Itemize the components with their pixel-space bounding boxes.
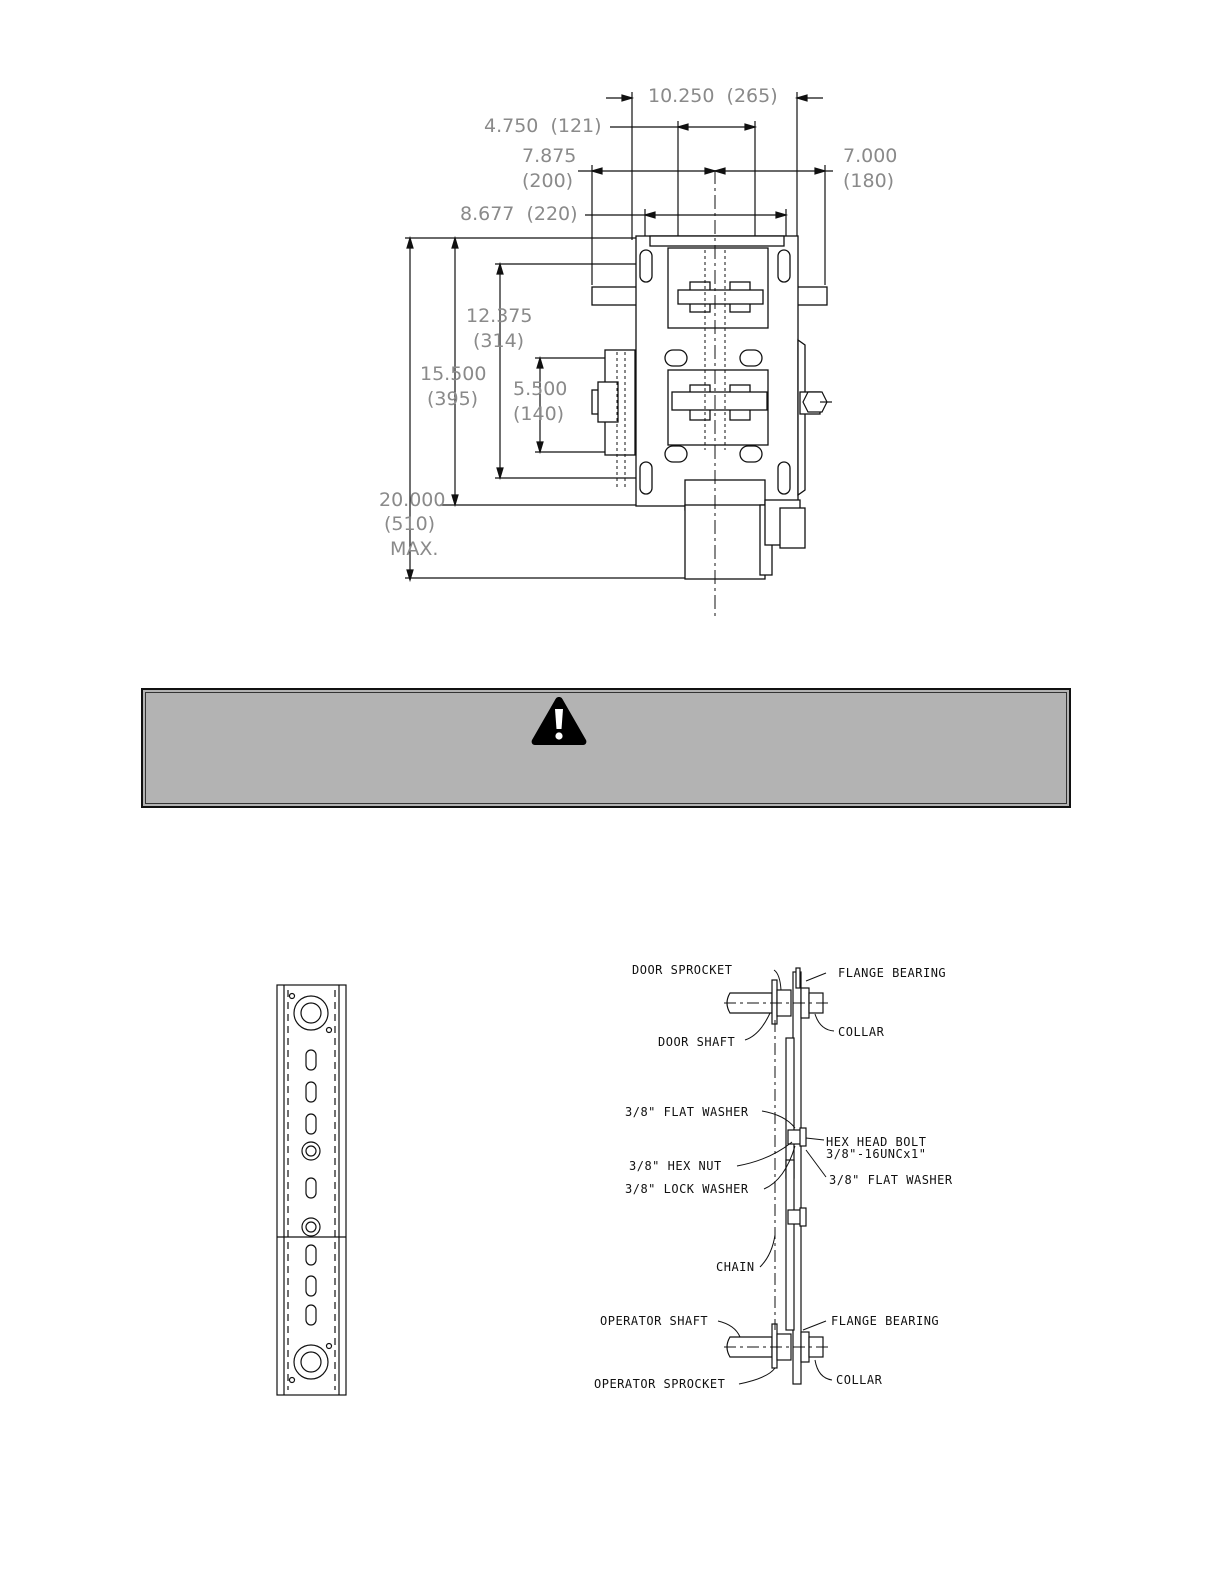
label-door-shaft: DOOR SHAFT: [658, 1035, 736, 1049]
label-door-sprocket: DOOR SPROCKET: [632, 963, 733, 977]
dim-max-label: MAX.: [390, 538, 439, 560]
label-bolt-spec: 3/8"-16UNCx1": [826, 1147, 927, 1161]
label-flat-washer-left: 3/8" FLAT WASHER: [625, 1105, 749, 1119]
warning-box: [141, 688, 1071, 808]
dim-8677: 8.677 (220): [460, 203, 578, 225]
warning-box-inner: [145, 692, 1067, 804]
dim-20000-metric: (510): [384, 513, 436, 535]
label-flange-bearing-bottom: FLANGE BEARING: [831, 1314, 940, 1328]
label-hex-head-bolt: HEX HEAD BOLT: [826, 1135, 927, 1149]
dim-7875: 7.875: [522, 145, 577, 167]
dim-12375-metric: (314): [473, 330, 525, 352]
dim-20000: 20.000: [379, 489, 446, 511]
warning-triangle-icon: [530, 695, 588, 747]
dim-5500-metric: (140): [513, 403, 565, 425]
label-operator-sprocket: OPERATOR SPROCKET: [594, 1377, 726, 1391]
dim-7000: 7.000: [843, 145, 898, 167]
dim-15500-metric: (395): [427, 388, 479, 410]
label-flange-bearing-top: FLANGE BEARING: [838, 966, 947, 980]
dim-4750: 4.750 (121): [484, 115, 602, 137]
label-collar-bottom: COLLAR: [836, 1373, 883, 1387]
dim-15500: 15.500: [420, 363, 487, 385]
label-flat-washer-right: 3/8" FLAT WASHER: [829, 1173, 953, 1187]
label-lock-washer: 3/8" LOCK WASHER: [625, 1182, 749, 1196]
dim-12375: 12.375: [466, 305, 533, 327]
label-hex-nut: 3/8" HEX NUT: [629, 1159, 722, 1173]
dim-5500: 5.500: [513, 378, 568, 400]
dim-7875-metric: (200): [522, 170, 574, 192]
dim-10250: 10.250 (265): [648, 85, 778, 107]
label-operator-shaft: OPERATOR SHAFT: [600, 1314, 709, 1328]
label-chain: CHAIN: [716, 1260, 755, 1274]
dim-7000-metric: (180): [843, 170, 895, 192]
label-collar-top: COLLAR: [838, 1025, 885, 1039]
operator-dimension-drawing: [0, 0, 1224, 640]
